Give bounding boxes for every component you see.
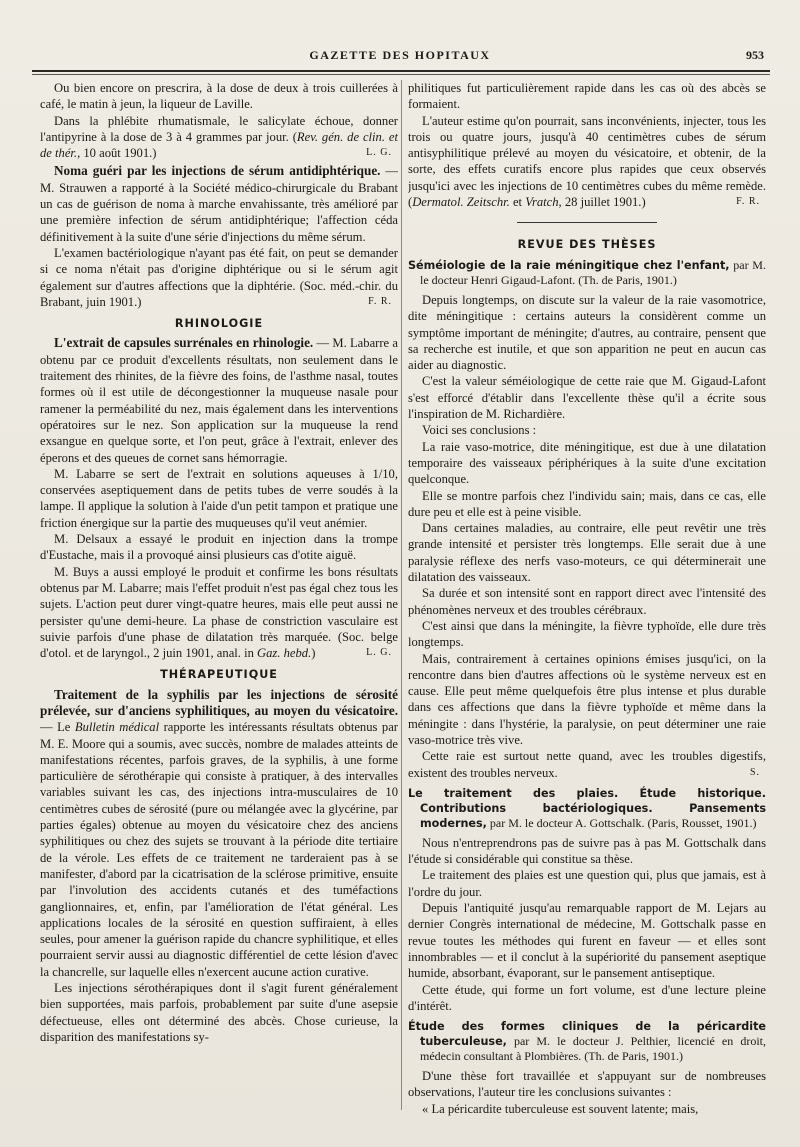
paragraph: Mais, contrairement à certaines opinions émises jusqu'ici, on la rencontre dans bien d'autres affections où le système nerveux est en cause. Elle peut même quelquefois être plus intense et plus durable dans ces affections que dans la fièvre typhoïde et même dans la méningite : dans l'hystérie, la paralysie, on peut déterminer une raie vaso-motrice très vive. (408, 651, 766, 747)
citation: Bulletin médical (74, 720, 160, 735)
thesis-entry (408, 786, 766, 831)
header-rule (32, 70, 770, 72)
text: et (509, 195, 526, 210)
right-column (408, 80, 766, 1130)
header-rule-thin (32, 74, 770, 75)
citation: Dermatol. Zeitschr. (412, 195, 510, 210)
text: L'auteur estime qu'on pourrait, sans inconvénients, injecter, tous les trois ou quatre jours, jusqu'à 40 centimètres cubes de sérum antisyphilitique prélevé au moyen du vésicatoire, et obtenir, de la sorte, des effets curatifs encore plus rapides que ceux observés jusqu'ici avec les injections de 10 centimètres cubes du même remède. ( (408, 113, 766, 210)
paragraph: Sa durée et son intensité sont en rapport direct avec l'intensité des phénomènes nerveux et des troubles cérébraux. (408, 586, 766, 617)
paragraph: La raie vaso-motrice, dite méningitique, est due à une dilatation temporaire des vaisseaux périphériques à la suite d'une excitation quelconque. (408, 439, 766, 487)
article-text: — M. Labarre a obtenu par ce produit d'excellents résultats, non seulement dans le traitement des rhinites, de la fièvre des foins, de l'asthme nasal, toutes formes où il est utile de décongestionner la muqueuse nasale pour ramener la perméabilité du nez, mais également dans les interventions opératoires sur le nez. Son application sur la muqueuse la rend exsangue en quelque sorte, et l'on peut, grâce à l'extrait, enlever des éperons et des queues de cornet sans hémorragie. (40, 336, 398, 465)
citation: Rev. gén. de clin. et de thér. (40, 129, 398, 161)
signature: L. G. (366, 647, 392, 659)
thesis-entry (408, 1019, 766, 1064)
paragraph: Depuis l'antiquité jusqu'au remarquable rapport de M. Lejars au dernier Congrès international de médecine, M. Gottschalk passe en revue toutes les méthodes qui furent en faveur — et elles sont innombrables — et il conclut à la supériorité du pansement aseptique humide, absorbant, évaporant, sur le pansement antiseptique. (408, 901, 766, 981)
page-number: 953 (746, 48, 764, 62)
paragraph: Le traitement des plaies est une question qui, plus que jamais, est à l'ordre du jour. (408, 868, 766, 899)
signature: F. R. (736, 196, 760, 208)
page-header (30, 46, 770, 66)
thesis-author: par M. le docteur J. Pelthier, licencié en droit, médecin consultant à Plombières. (Th. de Paris, 1901.) (420, 1034, 766, 1064)
journal-title: GAZETTE DES HOPITAUX (309, 48, 491, 62)
paragraph: Les injections sérothérapiques dont il s'agit furent généralement bien supportées, mais parfois, probablement par suite d'une asepsie défectueuse, elles ont déterminé des abcès. Chose curieuse, la disparition des manifestations sy- (40, 981, 398, 1044)
thesis-title: Séméiologie de la raie méningitique chez l'enfant, (408, 258, 730, 272)
text: ) (311, 646, 316, 661)
paragraph: C'est ainsi que dans la méningite, la fièvre typhoïde, elle dure très longtemps. (408, 618, 766, 650)
paragraph: M. Delsaux a essayé le produit en injection dans la trompe d'Eustache, mais il a provoqué ainsi plusieurs cas d'otite aiguë. (40, 532, 398, 563)
article-rhinologie (40, 335, 398, 465)
paragraph: Cette étude, qui forme un fort volume, est d'une lecture pleine d'intérêt. (408, 982, 766, 1013)
section-heading-rhinologie: RHINOLOGIE (174, 317, 264, 331)
paragraph: philitiques fut particulièrement rapide dans les cas où des abcès se formaient. (408, 81, 766, 112)
signature: F. R. (368, 295, 392, 307)
text: Dans la phlébite rhumatismale, le salicylate échoue, donner l'antipyrine à la dose de 3 à 4 grammes par jour. ( (40, 113, 398, 144)
thesis-entry (408, 258, 766, 288)
paragraph: Dans certaines maladies, au contraire, elle peut revêtir une très grande intensité et persister très longtemps. Elle serait due à une paralysie réflexe des nerfs vaso-moteurs, ce qui déterminerait une dilatation des vaisseaux. (408, 521, 766, 585)
text: rapporte les intéressants résultats obtenus par M. E. Moore qui a soumis, avec succès, nombre de malades atteints de manifestations récentes, parfois graves, de la syphilis, à une forme particulière de sérothérapie qui consiste à pratiquer, à des intervalles variables suivant les cas, des injections intra-musculaires de 10 centimètres cubes de sérosité (pure ou mélangée avec la glycérine, par parties égales) obtenue au moyen du vésicatoire chez des anciens syphilitiques ou chez des sujets se trouvant à la période dite tertiaire de la vérole. Les effets de ce traitement ne tarderaient pas à se manifester, d'abord par la cicatrisation de la sclérose primitive, ensuite par l'involution des accidents cutanés et des tuméfactions ganglionnaires, et, enfin, par l'amélioration de l'état général. Les applications locales de la sérosité en question suffiraient, à elles seules, pour amener la guérison rapide du chancre syphilitique, et elles pourraient servir aussi au diagnostic différentiel de cette lésion d'avec la chancrelle, sur laquelle elles n'exercent aucune action curative. (40, 720, 398, 979)
column-divider (401, 80, 402, 1110)
separator-ornament (408, 214, 766, 230)
left-column (40, 80, 398, 1130)
signature: L. G. (366, 147, 392, 159)
paragraph: D'une thèse fort travaillée et s'appuyant sur de nombreuses observations, l'auteur tire les conclusions suivantes : (408, 1069, 766, 1100)
article-title: Noma guéri par les injections de sérum antidiphtérique. (54, 163, 381, 179)
thesis-author: par M. le docteur Henri Gigaud-Lafont. (Th. de Paris, 1901.) (420, 257, 766, 287)
paragraph: Nous n'entreprendrons pas de suivre pas à pas M. Gottschalk dans l'étude si considérable qui constitue sa thèse. (408, 835, 766, 867)
section-heading-revue: REVUE DES THÈSES (517, 237, 657, 251)
signature: S. (749, 766, 760, 778)
paragraph: « La péricardite tuberculeuse est souvent latente; mais, (422, 1101, 699, 1116)
paragraph: M. Labarre se sert de l'extrait en solutions aqueuses à 1/10, conservées aseptiquement dans de petits tubes de verre soudés à la lampe. Il applique la solution à l'aide d'un petit tampon et pratique une friction énergique sur la partie des muqueuses qu'il veut anémier. (40, 466, 398, 530)
paragraph: Voici ses conclusions : (422, 423, 537, 438)
thesis-title: Le traitement des plaies. Étude historique. Contributions bactériologiques. Pansements modernes, (408, 786, 766, 830)
article-noma (40, 163, 398, 244)
text: , 28 juillet 1901.) (558, 195, 646, 210)
citation: Vratch (525, 195, 559, 210)
paragraph: C'est la valeur séméiologique de cette raie que M. Gigaud-Lafont s'est efforcé d'établir dans l'excellente thèse qu'il a écrite sous l'inspiration de M. Richardière. (408, 374, 766, 422)
article-therapeutique (40, 687, 398, 980)
text: Cette raie est surtout nette quand, avec les troubles digestifs, existent des troubles nerveux. (408, 749, 766, 780)
thesis-title: Étude des formes cliniques de la péricardite tuberculeuse, (408, 1020, 766, 1049)
text: L'examen bactériologique n'ayant pas été fait, on peut se demander si ce noma n'était pas d'origine diphtérique ou si le sérum agit également sur d'autres affections que la diphtérie. (Soc. méd.-chir. du Brabant, juin 1901.) (40, 245, 398, 309)
section-heading-therapeutique: THÉRAPEUTIQUE (160, 668, 278, 682)
paragraph: Ou bien encore on prescrira, à la dose de deux à trois cuillerées à café, le matin à jeun, la liqueur de Laville. (40, 81, 398, 112)
paragraph (40, 245, 398, 310)
article-title: Traitement de la syphilis par les injections de sérosité prélevée, sur d'anciens syphilitiques, au moyen du vésicatoire. (40, 686, 398, 718)
article-title: L'extrait de capsules surrénales en rhinologie. (54, 335, 314, 351)
article-text: — M. Strauwen a rapporté à la Société médico-chirurgicale du Brabant un cas de guérison de noma à marche envahissante, très amélioré par une première infection de sérum antidiphtérique; l'affection céda définitivement à la suite d'une série d'injections du même sérum. (40, 164, 398, 244)
paragraph (408, 113, 766, 211)
paragraph (408, 748, 766, 781)
thesis-author: par M. le docteur A. Gottschalk. (Paris, Rousset, 1901.) (486, 815, 757, 830)
text: , 10 août 1901.) (77, 146, 157, 161)
paragraph (40, 113, 398, 162)
paragraph: Elle se montre parfois chez l'individu sain; mais, dans ce cas, elle dure peu et elle est à peine visible. (408, 488, 766, 519)
citation: Gaz. hebd. (257, 646, 312, 661)
paragraph: Depuis longtemps, on discute sur la valeur de la raie vasomotrice, dite méningitique : certains auteurs la considèrent comme un symptôme important de méningite; d'autres, au contraire, pensent que sa recherche est inutile, et que son apparition ne peut en aucun cas aider au diagnostic. (408, 292, 766, 373)
text: M. Buys a aussi employé le produit et confirme les bons résultats obtenus par M. Labarre; mais l'effet produit n'est pas égal chez tous les sujets. L'action peut durer vingt-quatre heures, mais elle peut aussi ne persister qu'une demi-heure. La phase de constriction vasculaire est suivie parfois d'une phase de dilatation très marquée. (Soc. belge d'otol. et de laryngol., 2 juin 1901, anal. in (40, 564, 398, 661)
paragraph (40, 564, 398, 662)
text: — Le (40, 720, 75, 735)
